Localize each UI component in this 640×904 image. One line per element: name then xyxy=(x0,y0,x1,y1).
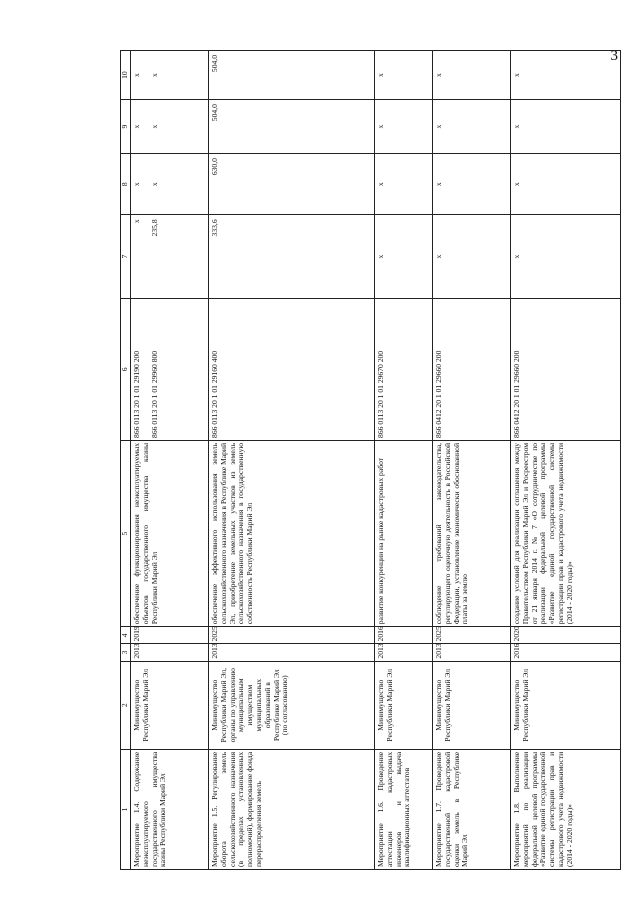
end-year-cell: 2025 xyxy=(209,627,375,644)
col-header-1: 1 xyxy=(121,749,131,869)
measure-cell: Мероприятие 1.6. Проведение аттестации кадастровых инженеров и выдача квалификационных аттестатов xyxy=(375,749,433,869)
measure-cell: Мероприятие 1.5. Регулирование оборота земель сельскохозяйственного назначения (в пределах установленных полномочий), формирование фонда перераспределения земель xyxy=(209,749,375,869)
value: x xyxy=(149,73,159,77)
value-cell-9: 504,0 xyxy=(209,100,375,154)
result-cell: создание условий для реализации соглашения между Правительством Республики Марий Эл и Росреестром от 21 января 2014 г. № 7 «О сотрудничестве по реализации федеральной целевой программы «Развитие единой государственной системы регистрации прав и кадастрового учета недвижимости (2014 - 2020 годы)» xyxy=(511,440,621,626)
value: x xyxy=(149,182,159,187)
code-cell xyxy=(511,298,621,440)
program-measures-table xyxy=(120,50,621,870)
col-header-7: 7 xyxy=(121,215,131,298)
value: x xyxy=(132,182,141,187)
col-header-3: 3 xyxy=(121,644,131,661)
start-year-cell: 2013 xyxy=(131,644,209,661)
value: 235,8 xyxy=(149,219,159,237)
header-row xyxy=(121,51,131,870)
col-header-4: 4 xyxy=(121,627,131,644)
col-header-9: 9 xyxy=(121,100,131,154)
value-cell-8: x xyxy=(511,154,621,215)
table-row xyxy=(375,51,433,870)
value-cell-10: x xyxy=(433,51,511,100)
table-row xyxy=(209,51,375,870)
value-cell-7 xyxy=(131,215,209,298)
end-year-cell: 2020 xyxy=(511,627,621,644)
table-row xyxy=(511,51,621,870)
value-cell-8: 630,0 xyxy=(209,154,375,215)
end-year-cell: 2019 xyxy=(131,627,209,644)
value: x xyxy=(132,124,141,129)
value-cell-9: x xyxy=(433,100,511,154)
code-cell xyxy=(209,298,375,440)
col-header-5: 5 xyxy=(121,440,131,626)
value-cell-10: x xyxy=(511,51,621,100)
value: x xyxy=(132,73,141,77)
result-cell: обеспечение функционирования неэксплуатируемых объектов государственного имущества казны Республики Марий Эл xyxy=(131,440,209,626)
value-cell-10: 504,0 xyxy=(209,51,375,100)
code-cell xyxy=(375,298,433,440)
value: x xyxy=(149,124,159,129)
rotated-table-container xyxy=(120,50,620,870)
executor-cell: Минимущество Республики Марий Эл xyxy=(433,661,511,749)
value-cell-9 xyxy=(131,100,209,154)
code-cell xyxy=(433,298,511,440)
budget-code: 866 0113 20 1 01 29160 400 xyxy=(210,350,219,438)
value-cell-8: x xyxy=(433,154,511,215)
col-header-2: 2 xyxy=(121,661,131,749)
table-row xyxy=(131,51,209,870)
value-cell-10 xyxy=(131,51,209,100)
value-cell-9: x xyxy=(375,100,433,154)
end-year-cell: 2016 xyxy=(375,627,433,644)
value: x xyxy=(132,219,141,224)
col-header-6: 6 xyxy=(121,298,131,440)
executor-cell: Минимущество Республики Марий Эл xyxy=(131,661,209,749)
measure-cell: Мероприятие 1.4. Содержание неэксплуатируемого государственного имущества казны Республики Марий Эл xyxy=(131,749,209,869)
budget-code: 866 0113 20 1 01 29670 200 xyxy=(376,350,385,438)
value-cell-7: 333,6 xyxy=(209,215,375,298)
measure-cell: Мероприятие 1.7. Проведение государственной кадастровой оценки земель в Республике Марий Эл xyxy=(433,749,511,869)
value-cell-8: x xyxy=(375,154,433,215)
page-number: 3 xyxy=(610,48,618,64)
value-cell-10: x xyxy=(375,51,433,100)
col-header-8: 8 xyxy=(121,154,131,215)
start-year-cell: 2013 xyxy=(375,644,433,661)
col-header-10: 10 xyxy=(121,51,131,100)
table-row xyxy=(433,51,511,870)
result-cell: соблюдение требований законодательства, регулирующего оценочную деятельность в Российской Федерации, установление экономически обоснованной платы за землю xyxy=(433,440,511,626)
start-year-cell: 2013 xyxy=(209,644,375,661)
result-cell: развитие конкуренции на рынке кадастровых работ xyxy=(375,440,433,626)
end-year-cell: 2025 xyxy=(433,627,511,644)
code-cell xyxy=(131,298,209,440)
value-cell-7: x xyxy=(433,215,511,298)
budget-code: 866 0412 20 1 01 29660 200 xyxy=(512,350,521,438)
executor-cell: Минимущество Республики Марий Эл xyxy=(375,661,433,749)
value-cell-8 xyxy=(131,154,209,215)
start-year-cell: 2016 xyxy=(511,644,621,661)
executor-cell: Минимущество Республики Марий Эл xyxy=(511,661,621,749)
value-cell-9: x xyxy=(511,100,621,154)
value-cell-7: x xyxy=(375,215,433,298)
start-year-cell: 2013 xyxy=(433,644,511,661)
result-cell: обеспечение эффективного использования земель сельскохозяйственного назначения в Республике Марий Эл, приобретение земельных участков из земель сельскохозяйственного назначения в государственную собственность Республики Марий Эл xyxy=(209,440,375,626)
budget-code: 866 0412 20 1 01 29660 200 xyxy=(434,350,443,438)
measure-cell: Мероприятие 1.8. Выполнение мероприятий по реализации федеральной целевой программы «Развитие единой государственной системы регистрации прав и кадастрового учета недвижимости (2014 - 2020 годы)» xyxy=(511,749,621,869)
value-cell-7: x xyxy=(511,215,621,298)
budget-code: 866 0113 20 1 01 29190 200 xyxy=(132,350,141,438)
executor-cell: Минимущество Республики Марий Эл, органы по управлению муниципальным имуществом муниципальных образований в Республике Марий Эл (по согласованию) xyxy=(209,661,375,749)
budget-code: 866 0113 20 1 01 29960 800 xyxy=(149,350,159,438)
